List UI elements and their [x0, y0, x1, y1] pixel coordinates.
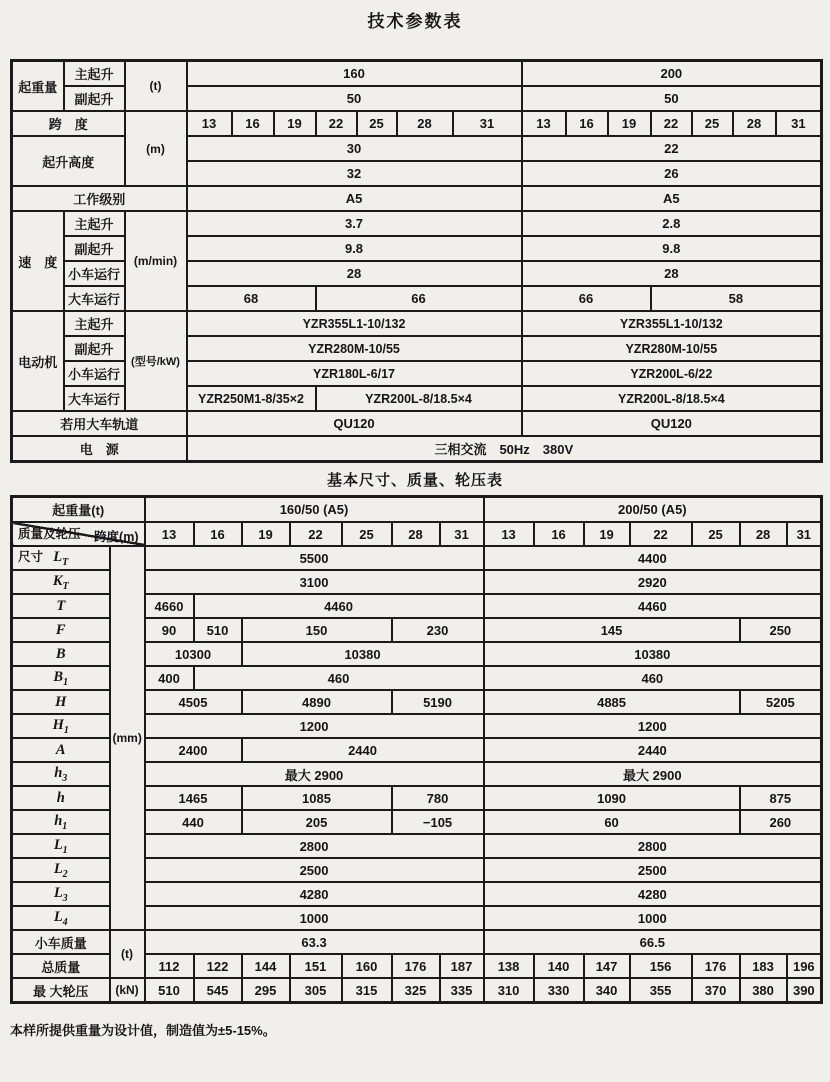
value-cell: 2500: [484, 858, 822, 882]
value-cell: 1200: [484, 714, 822, 738]
row-label-cell: 主起升: [64, 61, 125, 87]
value-cell: 3.7: [187, 211, 522, 236]
value-cell: 545: [194, 978, 242, 1003]
unit-cell: (m/min): [125, 211, 187, 311]
value-cell: 4460: [484, 594, 822, 618]
value-cell: 31: [776, 111, 822, 136]
value-cell: 最大 2900: [484, 762, 822, 786]
value-cell: 310: [484, 978, 534, 1003]
dimension-symbol-cell: F: [12, 618, 110, 642]
row-label-cell: 起升高度: [12, 136, 125, 186]
value-cell: 5500: [145, 546, 484, 570]
value-cell: 28: [397, 111, 453, 136]
dimension-symbol-cell: T: [12, 594, 110, 618]
value-cell: 25: [342, 522, 392, 546]
value-cell: 2440: [484, 738, 822, 762]
value-cell: 58: [651, 286, 822, 311]
value-cell: 4400: [484, 546, 822, 570]
dimension-symbol-cell: $L_4$: [12, 906, 110, 930]
value-cell: YZR355L1-10/132: [187, 311, 522, 336]
row-label-cell: 电动机: [12, 311, 64, 411]
value-cell: 230: [392, 618, 484, 642]
row-label-cell: 副起升: [64, 86, 125, 111]
value-cell: 160: [342, 954, 392, 978]
value-cell: 1000: [484, 906, 822, 930]
value-cell: 10380: [484, 642, 822, 666]
value-cell: YZR250M1-8/35×2: [187, 386, 316, 411]
row-label-cell: 主起升: [64, 311, 125, 336]
technical-parameters-table: [10, 59, 823, 463]
value-cell: 151: [290, 954, 342, 978]
row-label-cell: 副起升: [64, 336, 125, 361]
value-cell: 68: [187, 286, 316, 311]
value-cell: 196: [787, 954, 822, 978]
value-cell: 340: [584, 978, 630, 1003]
row-label-cell: 若用大车轨道: [12, 411, 187, 436]
row-label-cell: 副起升: [64, 236, 125, 261]
row-label-cell: 起重量: [12, 61, 64, 112]
value-cell: 31: [787, 522, 822, 546]
unit-cell: (t): [110, 930, 145, 978]
value-cell: 5205: [740, 690, 822, 714]
value-cell: 205: [242, 810, 392, 834]
value-cell: 22: [651, 111, 692, 136]
value-cell: A5: [522, 186, 822, 211]
value-cell: 28: [522, 261, 822, 286]
value-cell: 13: [187, 111, 232, 136]
row-label-cell: 速 度: [12, 211, 64, 311]
value-cell: 19: [608, 111, 651, 136]
value-cell: 10380: [242, 642, 484, 666]
value-cell: YZR280M-10/55: [187, 336, 522, 361]
value-cell: 13: [484, 522, 534, 546]
value-cell: 66.5: [484, 930, 822, 954]
diagonal-header-text: 跨度(m): [94, 530, 139, 544]
value-cell: 355: [630, 978, 692, 1003]
value-cell: 2440: [242, 738, 484, 762]
value-cell: YZR280M-10/55: [522, 336, 822, 361]
value-cell: 138: [484, 954, 534, 978]
value-cell: 4890: [242, 690, 392, 714]
dimension-symbol-cell: $h_1$: [12, 810, 110, 834]
row-label-cell: 电 源: [12, 436, 187, 462]
value-cell: 3100: [145, 570, 484, 594]
value-cell: 90: [145, 618, 194, 642]
dimension-symbol-cell: $L_T$: [12, 546, 110, 570]
value-cell: 183: [740, 954, 787, 978]
value-cell: 187: [440, 954, 484, 978]
value-cell: 1200: [145, 714, 484, 738]
unit-cell: (m): [125, 111, 187, 186]
value-cell: 最大 2900: [145, 762, 484, 786]
value-cell: 50: [522, 86, 822, 111]
value-cell: 335: [440, 978, 484, 1003]
value-cell: 22: [316, 111, 357, 136]
value-cell: 31: [453, 111, 522, 136]
value-cell: 510: [194, 618, 242, 642]
row-label-cell: 跨 度: [12, 111, 125, 136]
value-cell: YZR355L1-10/132: [522, 311, 822, 336]
value-cell: 4280: [145, 882, 484, 906]
value-cell: 66: [522, 286, 651, 311]
value-cell: 25: [692, 111, 733, 136]
value-cell: 13: [522, 111, 566, 136]
value-cell: 50: [187, 86, 522, 111]
dimensions-mass-wheel-pressure-table: [10, 495, 823, 1004]
value-cell: 5190: [392, 690, 484, 714]
diagonal-header-text: 尺寸: [18, 550, 44, 564]
value-cell: 32: [187, 161, 522, 186]
value-cell: 2400: [145, 738, 242, 762]
value-cell: 16: [534, 522, 584, 546]
value-cell: 4660: [145, 594, 194, 618]
unit-cell: (mm): [110, 546, 145, 930]
value-cell: 16: [566, 111, 608, 136]
value-cell: 122: [194, 954, 242, 978]
value-cell: 112: [145, 954, 194, 978]
value-cell: QU120: [187, 411, 522, 436]
value-cell: 22: [522, 136, 822, 161]
value-cell: 295: [242, 978, 290, 1003]
dimension-symbol-cell: $L_1$: [12, 834, 110, 858]
dimension-symbol-cell: H: [12, 690, 110, 714]
value-cell: 144: [242, 954, 290, 978]
value-cell: 28: [733, 111, 776, 136]
value-cell: 330: [534, 978, 584, 1003]
value-cell: 4505: [145, 690, 242, 714]
value-cell: 145: [484, 618, 740, 642]
value-cell: 2.8: [522, 211, 822, 236]
value-cell: 2500: [145, 858, 484, 882]
dimension-symbol-cell: h: [12, 786, 110, 810]
dimension-symbol-cell: $L_3$: [12, 882, 110, 906]
value-cell: 200: [522, 61, 822, 87]
dimension-symbol-cell: $K_T$: [12, 570, 110, 594]
value-cell: 440: [145, 810, 242, 834]
value-cell: 2800: [145, 834, 484, 858]
diagonal-header-text: 质量及轮压: [18, 527, 81, 541]
value-cell: 1085: [242, 786, 392, 810]
page-title: 技术参数表: [367, 12, 463, 31]
value-cell: 10300: [145, 642, 242, 666]
value-cell: 380: [740, 978, 787, 1003]
dimension-symbol-cell: $B_1$: [12, 666, 110, 690]
value-cell: 1090: [484, 786, 740, 810]
value-cell: 176: [392, 954, 440, 978]
value-cell: 16: [232, 111, 274, 136]
value-cell: 260: [740, 810, 822, 834]
value-cell: 25: [692, 522, 740, 546]
value-cell: 315: [342, 978, 392, 1003]
value-cell: 176: [692, 954, 740, 978]
value-cell: 4885: [484, 690, 740, 714]
value-cell: 400: [145, 666, 194, 690]
value-cell: 305: [290, 978, 342, 1003]
value-cell: YZR200L-8/18.5×4: [316, 386, 522, 411]
value-cell: 325: [392, 978, 440, 1003]
value-cell: 875: [740, 786, 822, 810]
value-cell: 370: [692, 978, 740, 1003]
value-cell: 28: [740, 522, 787, 546]
value-cell: −105: [392, 810, 484, 834]
value-cell: 19: [274, 111, 316, 136]
row-label-cell: 小车质量: [12, 930, 110, 954]
dimension-symbol-cell: $h_3$: [12, 762, 110, 786]
value-cell: YZR180L-6/17: [187, 361, 522, 386]
value-cell: 28: [392, 522, 440, 546]
value-cell: 460: [484, 666, 822, 690]
table2-title: 基本尺寸、质量、轮压表: [326, 472, 503, 489]
unit-cell: (t): [125, 61, 187, 112]
value-cell: 780: [392, 786, 484, 810]
value-cell: 26: [522, 161, 822, 186]
value-cell: 2920: [484, 570, 822, 594]
value-cell: 19: [242, 522, 290, 546]
value-cell: 150: [242, 618, 392, 642]
row-label-cell: 总质量: [12, 954, 110, 978]
value-cell: 460: [194, 666, 484, 690]
value-cell: QU120: [522, 411, 822, 436]
value-cell: 4460: [194, 594, 484, 618]
footnote: 本样所提供重量为设计值，制造值为±5-15%。: [10, 1023, 276, 1038]
row-label-cell: 最 大轮压: [12, 978, 110, 1003]
value-cell: 66: [316, 286, 522, 311]
value-cell: 2800: [484, 834, 822, 858]
value-cell: 1000: [145, 906, 484, 930]
row-label-cell: 大车运行: [64, 286, 125, 311]
value-cell: 30: [187, 136, 522, 161]
dimension-symbol-cell: A: [12, 738, 110, 762]
value-cell: 250: [740, 618, 822, 642]
value-cell: 147: [584, 954, 630, 978]
value-cell: 16: [194, 522, 242, 546]
row-label-cell: 小车运行: [64, 361, 125, 386]
value-cell: 25: [357, 111, 397, 136]
value-cell: YZR200L-8/18.5×4: [522, 386, 822, 411]
value-cell: 22: [630, 522, 692, 546]
value-cell: 390: [787, 978, 822, 1003]
value-cell: 60: [484, 810, 740, 834]
row-label-cell: 主起升: [64, 211, 125, 236]
value-cell: A5: [187, 186, 522, 211]
row-label-cell: 工作级别: [12, 186, 187, 211]
value-cell: 9.8: [522, 236, 822, 261]
value-cell: 19: [584, 522, 630, 546]
unit-cell: (kN): [110, 978, 145, 1003]
row-label-cell: 起重量(t): [12, 497, 145, 523]
value-cell: 1465: [145, 786, 242, 810]
dimension-symbol-cell: $L_2$: [12, 858, 110, 882]
value-cell: 160/50 (A5): [145, 497, 484, 523]
value-cell: 200/50 (A5): [484, 497, 822, 523]
value-cell: 160: [187, 61, 522, 87]
value-cell: 31: [440, 522, 484, 546]
value-cell: 28: [187, 261, 522, 286]
value-cell: 9.8: [187, 236, 522, 261]
row-label-cell: 小车运行: [64, 261, 125, 286]
value-cell: 156: [630, 954, 692, 978]
value-cell: YZR200L-6/22: [522, 361, 822, 386]
value-cell: 140: [534, 954, 584, 978]
value-cell: 22: [290, 522, 342, 546]
value-cell: 4280: [484, 882, 822, 906]
value-cell: 510: [145, 978, 194, 1003]
unit-cell: (型号/kW): [125, 311, 187, 411]
dimension-symbol-cell: B: [12, 642, 110, 666]
value-cell: 三相交流 50Hz 380V: [187, 436, 822, 462]
value-cell: 63.3: [145, 930, 484, 954]
row-label-cell: 大车运行: [64, 386, 125, 411]
value-cell: 13: [145, 522, 194, 546]
dimension-symbol-cell: $H_1$: [12, 714, 110, 738]
